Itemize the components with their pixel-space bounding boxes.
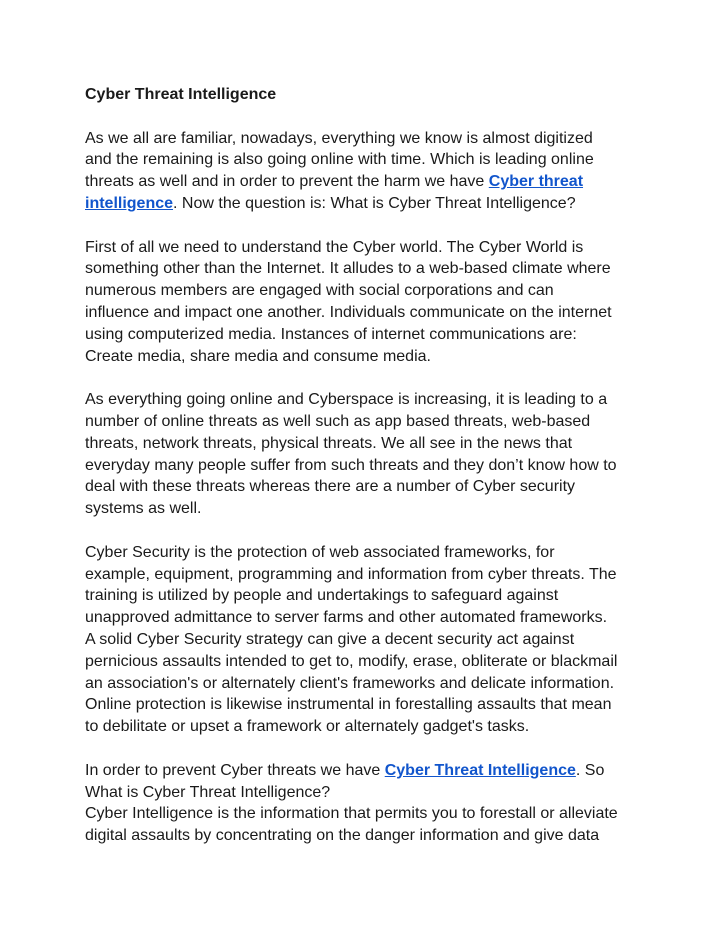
paragraph-intro <box>85 128 645 215</box>
paragraph-threat-intelligence <box>85 760 645 847</box>
text-segment: . Now the question is: What is Cyber Threat Intelligence? <box>173 194 576 212</box>
paragraph-cyber-world <box>85 237 645 368</box>
text-line: Online protection is likewise instrumental in forestalling assaults that mean <box>85 696 612 714</box>
text-line: numerous members are engaged with social corporations and can <box>85 282 554 300</box>
text-line: influence and impact one another. Individuals communicate on the internet <box>85 303 612 321</box>
text-line: to debilitate or upset a framework or alternately gadget's tasks. <box>85 718 530 736</box>
paragraph-spacer <box>85 520 645 542</box>
text-line: and the remaining is also going online with time. Which is leading online <box>85 151 594 169</box>
text-line: Cyber Intelligence is the information that permits you to forestall or alleviate <box>85 805 618 823</box>
text-line: using computerized media. Instances of internet communications are: <box>85 325 577 343</box>
text-line: Create media, share media and consume media. <box>85 347 431 365</box>
text-segment: threats as well and in order to prevent the harm we have <box>85 173 489 191</box>
text-line: What is Cyber Threat Intelligence? <box>85 783 331 801</box>
text-line: unapproved admittance to server farms and other automated frameworks. <box>85 609 608 627</box>
paragraph-spacer <box>85 738 645 760</box>
text-line: deal with these threats whereas there are a number of Cyber security <box>85 478 576 496</box>
cyber-threat-intelligence-link-2[interactable]: Cyber Threat Intelligence <box>384 761 576 779</box>
paragraph-spacer <box>85 367 645 389</box>
text-segment: . So <box>575 761 605 779</box>
cyber-threat-intelligence-link-continued[interactable]: intelligence <box>85 194 174 212</box>
text-line: digital assaults by concentrating on the danger information and give data <box>85 827 600 845</box>
text-segment: In order to prevent Cyber threats we have <box>85 761 385 779</box>
paragraph-online-threats <box>85 389 645 520</box>
text-line: something other than the Internet. It alludes to a web-based climate where <box>85 260 611 278</box>
text-line: A solid Cyber Security strategy can give a decent security act against <box>85 630 575 648</box>
text-line-with-link <box>85 760 645 782</box>
text-line: pernicious assaults intended to get to, modify, erase, obliterate or blackmail <box>85 652 618 670</box>
text-line-with-link <box>85 171 645 193</box>
text-line: everyday many people suffer from such threats and they don’t know how to <box>85 456 617 474</box>
paragraph-cyber-security <box>85 542 645 738</box>
text-line-with-link <box>85 193 645 215</box>
text-line: an association's or alternately client's frameworks and delicate information. <box>85 674 615 692</box>
text-line: As everything going online and Cyberspace is increasing, it is leading to a <box>85 391 608 409</box>
text-line: Cyber Security is the protection of web associated frameworks, for <box>85 543 555 561</box>
document-title: Cyber Threat Intelligence <box>85 86 277 103</box>
paragraph-spacer <box>85 215 645 237</box>
paragraph-spacer <box>85 106 645 128</box>
text-line: example, equipment, programming and information from cyber threats. The <box>85 565 617 583</box>
text-line: training is utilized by people and undertakings to safeguard against <box>85 587 559 605</box>
document-page <box>85 84 645 847</box>
text-line: First of all we need to understand the Cyber world. The Cyber World is <box>85 238 584 256</box>
text-line: threats, network threats, physical threats. We all see in the news that <box>85 434 573 452</box>
text-line: systems as well. <box>85 500 202 518</box>
text-line: number of online threats as well such as app based threats, web-based <box>85 412 591 430</box>
text-line: As we all are familiar, nowadays, everything we know is almost digitized <box>85 129 593 147</box>
cyber-threat-intelligence-link[interactable]: Cyber threat <box>488 173 584 191</box>
